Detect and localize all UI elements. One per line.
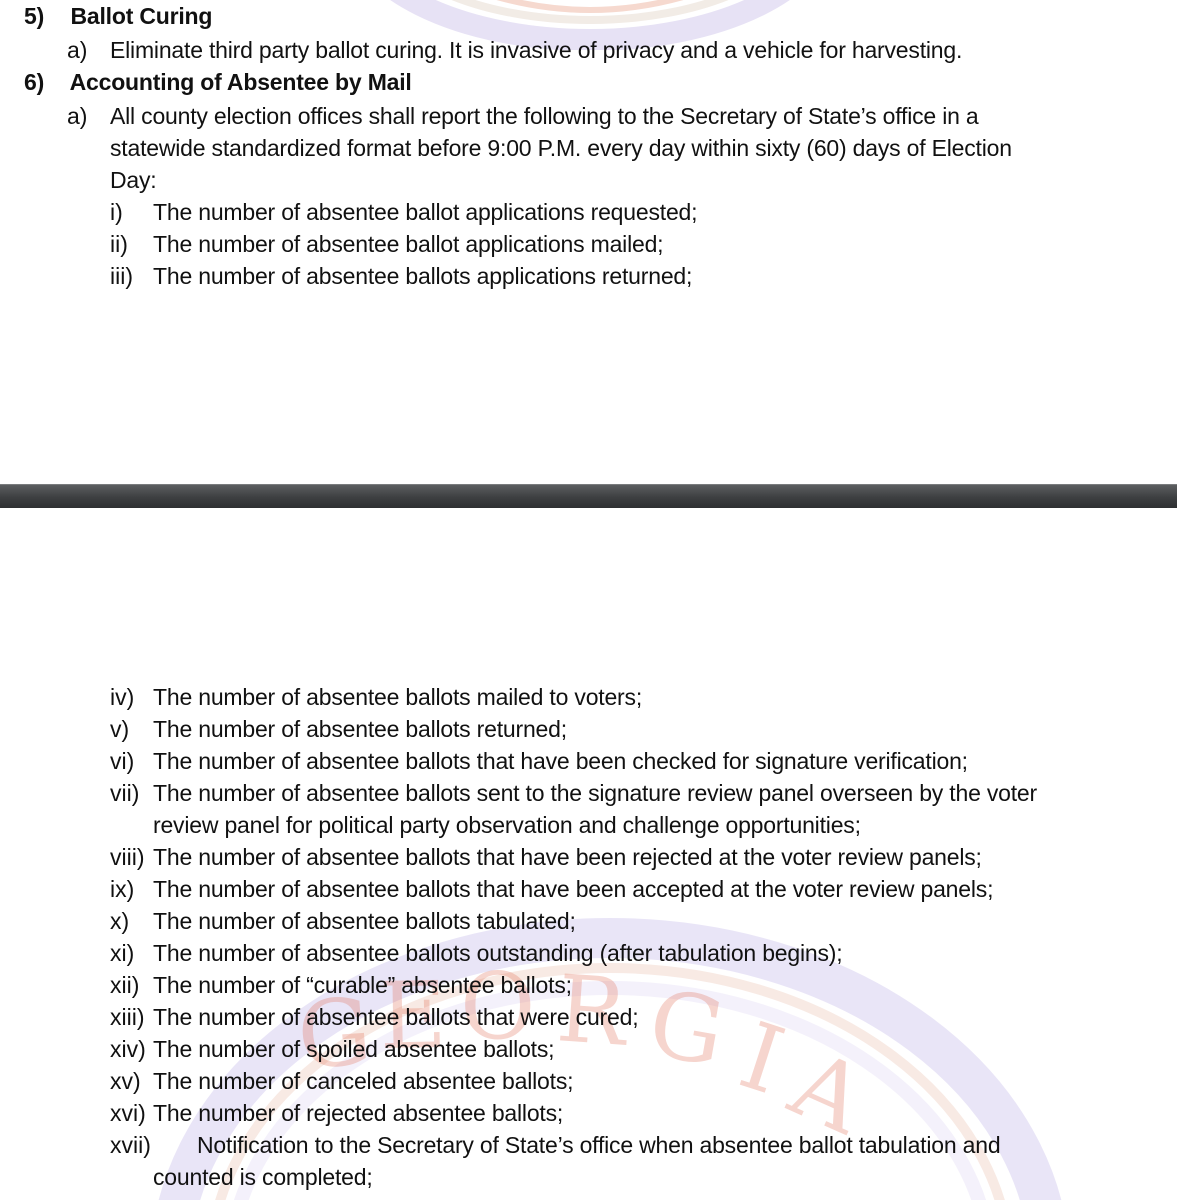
list-item-text: The number of absentee ballots that have been checked for signature verification; bbox=[153, 748, 968, 774]
list-item-text: Notification to the Secretary of State’s office when absentee ballot tabulation and bbox=[197, 1132, 1001, 1158]
list-item-text: The number of spoiled absentee ballots; bbox=[153, 1036, 555, 1062]
section-5-title: Ballot Curing bbox=[70, 3, 213, 29]
svg-text:I: I bbox=[728, 1002, 796, 1116]
document-page-top bbox=[0, 0, 1177, 484]
list-item-label: x) bbox=[110, 908, 130, 934]
list-item-label: xiii) bbox=[110, 1004, 145, 1030]
list-item-label: iii) bbox=[110, 263, 133, 289]
section-5a-text: Eliminate third party ballot curing. It is invasive of privacy and a vehicle for harvesting. bbox=[110, 37, 963, 63]
list-item-text: The number of absentee ballots that were cured; bbox=[153, 1004, 639, 1030]
list-item-text-continued: review panel for political party observation and challenge opportunities; bbox=[153, 812, 861, 838]
list-item-label: v) bbox=[110, 716, 130, 742]
list-item-text: The number of rejected absentee ballots; bbox=[153, 1100, 564, 1126]
list-item-label: viii) bbox=[110, 844, 145, 870]
list-item-label: iv) bbox=[110, 684, 135, 710]
list-item-text: The number of canceled absentee ballots; bbox=[153, 1068, 574, 1094]
list-item-label: xiv) bbox=[110, 1036, 146, 1062]
section-6a-text-line-2: statewide standardized format before 9:00 P.M. every day within sixty (60) days of Election bbox=[110, 135, 1012, 161]
list-item-text: The number of absentee ballot applications requested; bbox=[153, 199, 698, 225]
list-item-text: The number of absentee ballot applications mailed; bbox=[153, 231, 664, 257]
list-item-label: xv) bbox=[110, 1068, 141, 1094]
list-item-text: The number of absentee ballots returned; bbox=[153, 716, 567, 742]
section-5-number: 5) bbox=[24, 3, 45, 29]
page-break-divider bbox=[0, 484, 1177, 509]
section-6-heading bbox=[24, 66, 412, 98]
list-item-text: The number of absentee ballots sent to the signature review panel overseen by the voter bbox=[153, 780, 1037, 806]
list-item-label: xvi) bbox=[110, 1100, 146, 1126]
section-6-number: 6) bbox=[24, 69, 45, 95]
list-item-label: vi) bbox=[110, 748, 135, 774]
list-item-text: The number of absentee ballots mailed to voters; bbox=[153, 684, 643, 710]
svg-text:O: O bbox=[460, 953, 536, 1060]
list-item-text: The number of “curable” absentee ballots; bbox=[153, 972, 572, 998]
list-item-label: vii) bbox=[110, 780, 140, 806]
svg-text:G: G bbox=[641, 969, 733, 1088]
list-item-label: xii) bbox=[110, 972, 140, 998]
document-page-bottom bbox=[0, 508, 1177, 1200]
list-item-label: i) bbox=[110, 199, 123, 225]
svg-text:R: R bbox=[553, 955, 631, 1067]
section-5a-label: a) bbox=[67, 37, 88, 63]
svg-text:E: E bbox=[378, 961, 448, 1070]
list-item-text: The number of absentee ballots outstanding (after tabulation begins); bbox=[153, 940, 843, 966]
section-6-title: Accounting of Absentee by Mail bbox=[69, 69, 412, 95]
list-item-text: The number of absentee ballots tabulated; bbox=[153, 908, 576, 934]
list-item-label: ix) bbox=[110, 876, 135, 902]
list-item-text: The number of absentee ballots that have been accepted at the voter review panels; bbox=[153, 876, 994, 902]
list-item-label: xvii) bbox=[110, 1132, 151, 1158]
list-item-label: xi) bbox=[110, 940, 135, 966]
list-item-label: ii) bbox=[110, 231, 128, 257]
list-item-text: The number of absentee ballots applications returned; bbox=[153, 263, 693, 289]
list-item-text: The number of absentee ballots that have been rejected at the voter review panels; bbox=[153, 844, 982, 870]
section-6a-label: a) bbox=[67, 103, 88, 129]
svg-text:A: A bbox=[776, 1030, 881, 1156]
svg-text:G: G bbox=[294, 978, 375, 1090]
section-6a-text-line-3: Day: bbox=[110, 167, 157, 193]
list-item-text-continued: counted is completed; bbox=[153, 1164, 373, 1190]
section-6a-text-line-1: All county election offices shall report the following to the Secretary of State’s office in a bbox=[110, 103, 979, 129]
section-5-heading bbox=[24, 0, 212, 32]
